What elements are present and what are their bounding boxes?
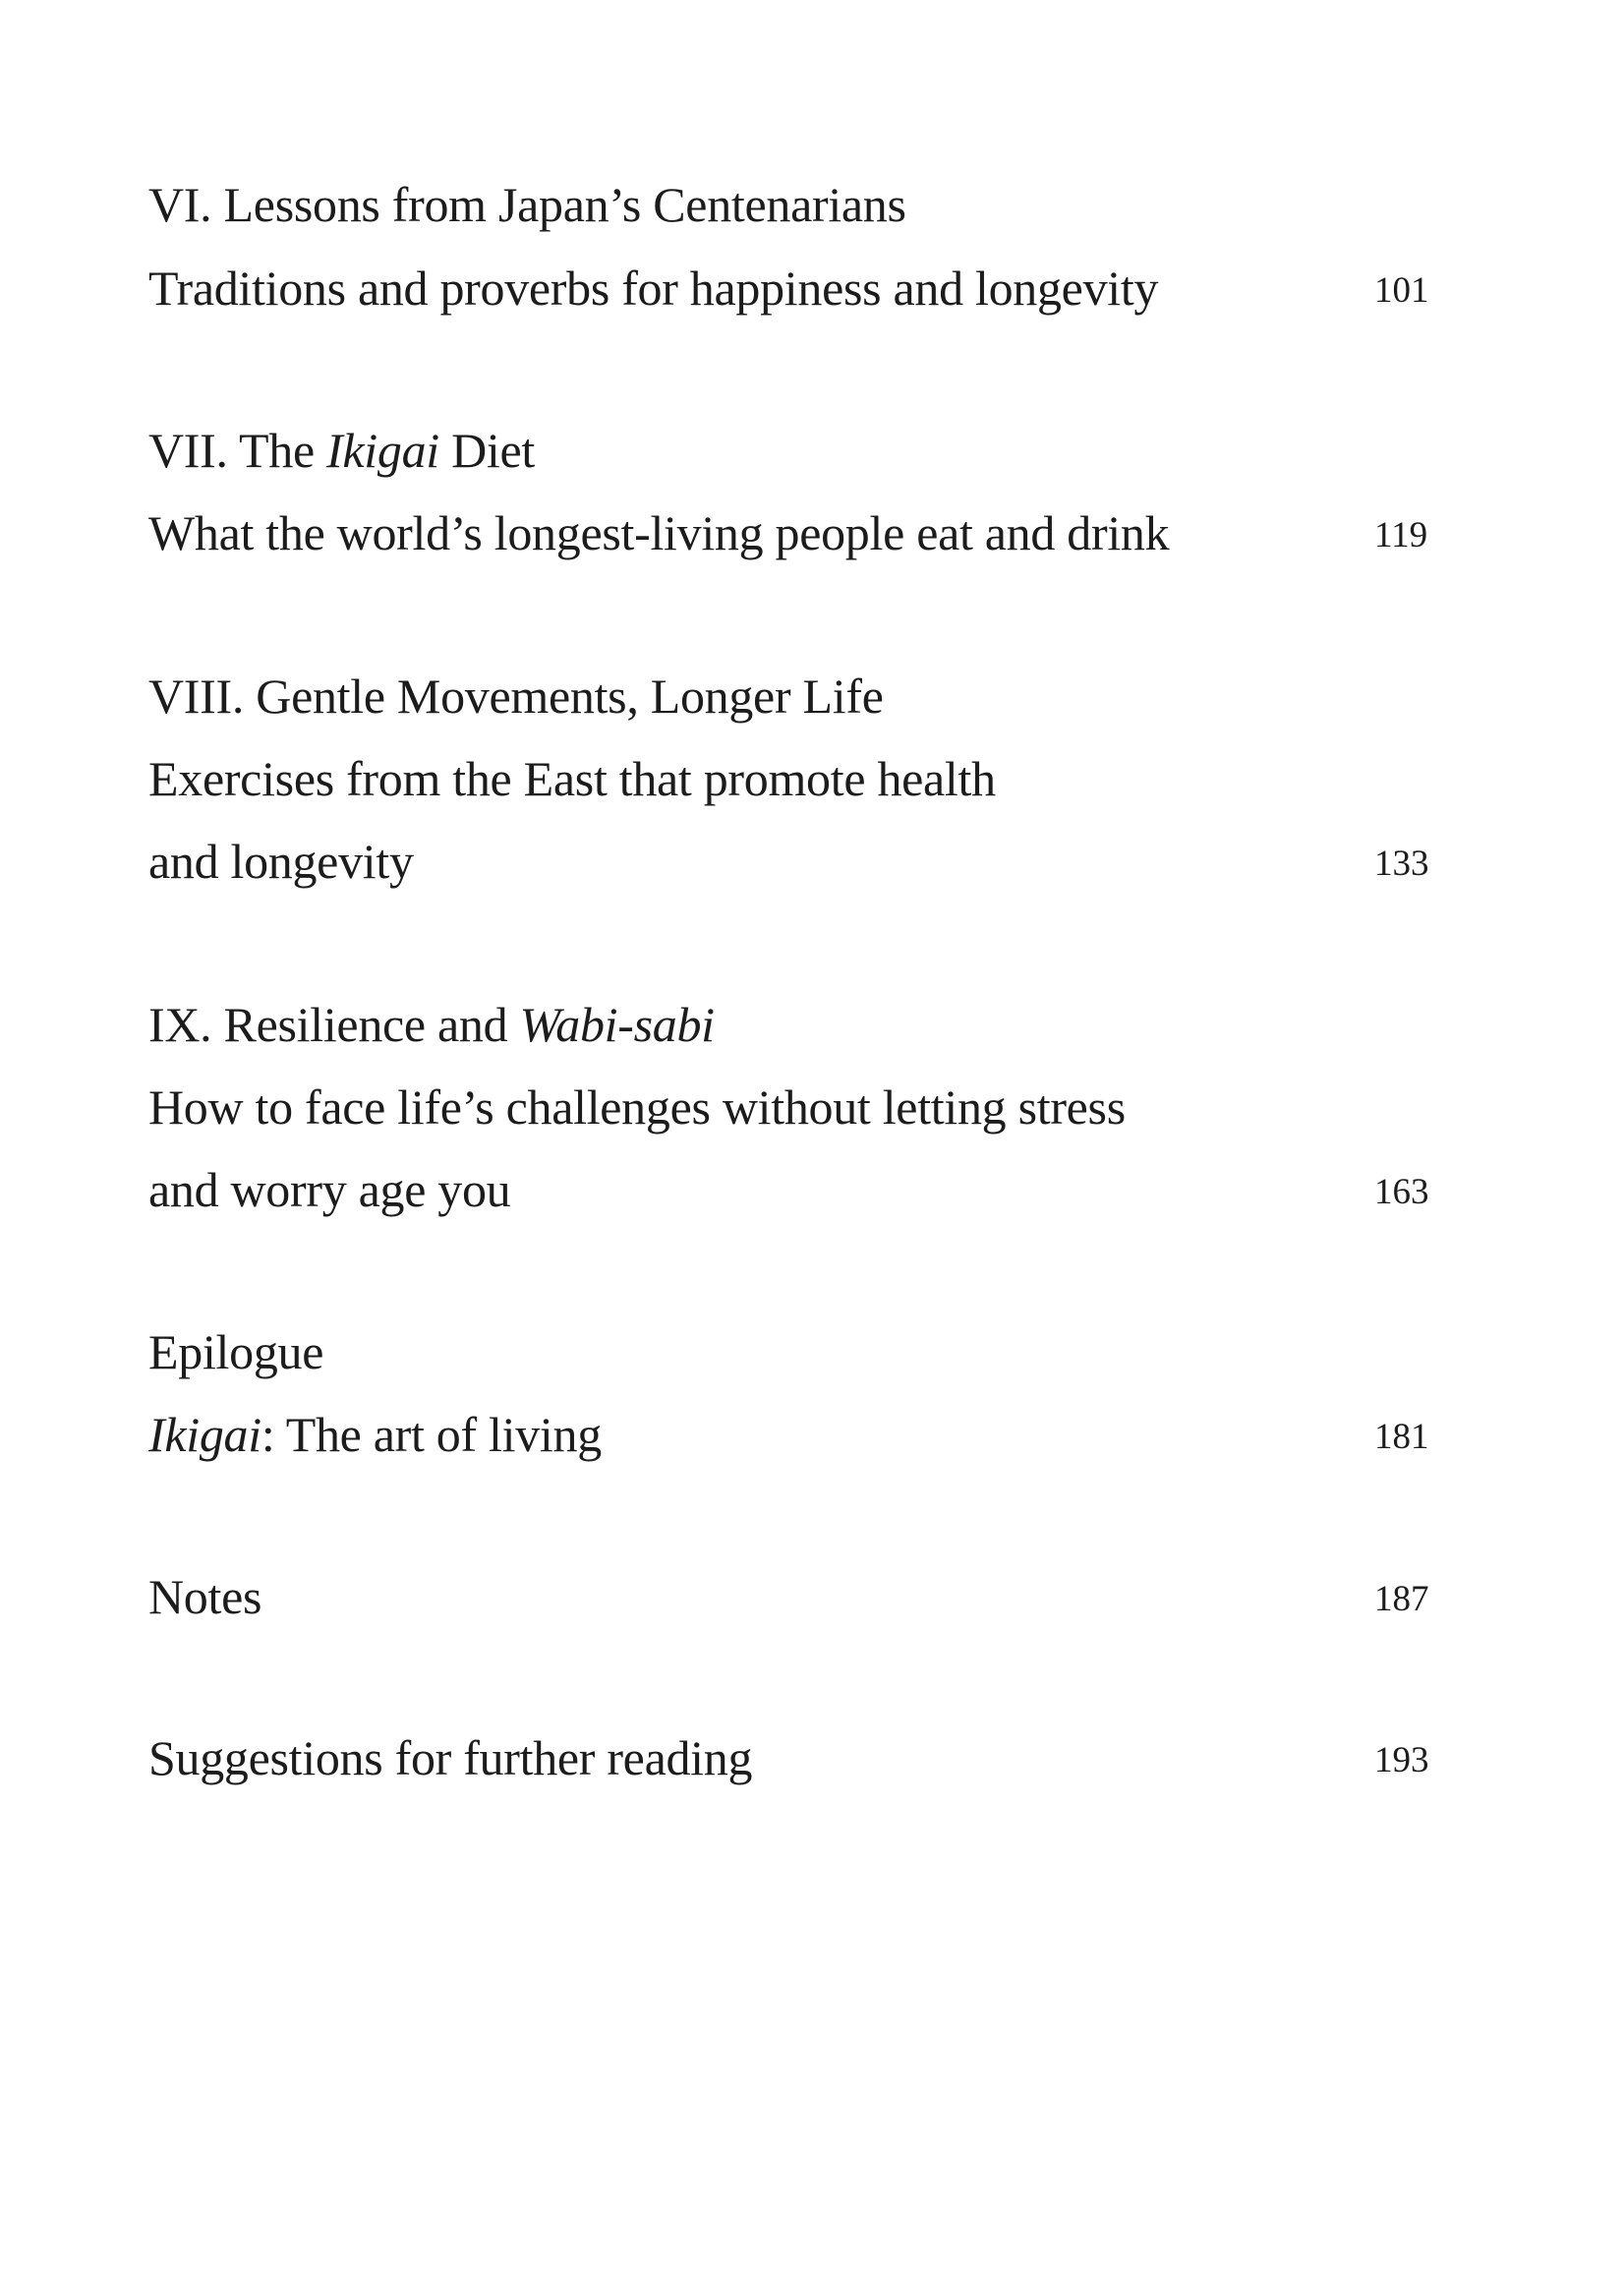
toc-page-number: 193 — [1374, 1740, 1429, 1780]
toc-entry-subtitle: Traditions and proverbs for happiness and longevity — [148, 261, 1159, 316]
toc-entry-subtitle: How to face life’s challenges without letting stress — [148, 1079, 1126, 1135]
subtitle-text: : The art of living — [261, 1407, 602, 1462]
title-italic-text: Ikigai — [326, 423, 439, 478]
subtitle-italic-text: Ikigai — [148, 1407, 261, 1462]
toc-entry-title: Notes — [148, 1569, 262, 1624]
toc-page-number: 133 — [1374, 844, 1429, 884]
toc-page-number: 163 — [1374, 1172, 1429, 1212]
title-text: VII. The — [148, 423, 327, 478]
toc-page-number: 187 — [1374, 1579, 1429, 1619]
toc-page-number: 119 — [1374, 515, 1428, 555]
title-italic-text: Wabi-sabi — [519, 997, 715, 1052]
toc-entry-subtitle — [148, 1405, 602, 1464]
toc-entry-subtitle: Exercises from the East that promote health — [148, 751, 996, 806]
toc-entry-title: VI. Lessons from Japan’s Centenarians — [148, 177, 906, 232]
toc-page-number: 101 — [1374, 270, 1429, 311]
toc-entry-title — [148, 421, 535, 480]
toc-entry-title — [148, 995, 715, 1054]
toc-entry-title: VIII. Gentle Movements, Longer Life — [148, 669, 884, 724]
toc-entry-title: Suggestions for further reading — [148, 1730, 753, 1785]
toc-entry-subtitle: and longevity — [148, 834, 414, 889]
toc-entry-subtitle: and worry age you — [148, 1162, 511, 1217]
toc-entry-title: Epilogue — [148, 1324, 324, 1379]
title-text: IX. Resilience and — [148, 997, 520, 1052]
title-text: Diet — [438, 423, 535, 478]
toc-page-number: 181 — [1374, 1417, 1429, 1457]
toc-entry-subtitle: What the world’s longest-living people eat and drink — [148, 505, 1170, 560]
